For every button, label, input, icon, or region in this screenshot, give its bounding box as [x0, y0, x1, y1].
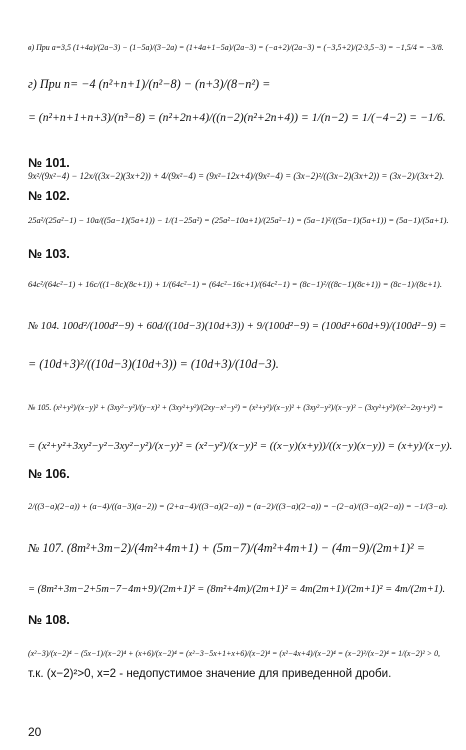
page-number: 20 — [28, 725, 42, 739]
solution-108-note: т.к. (x−2)²>0, x=2 - недопустимое значение для приведенной дроби. — [28, 667, 392, 680]
solution-g-line2: = (n²+n+1+n+3)/(n³−8) = (n²+2n+4)/((n−2)(n²+2n+4)) = 1/(n−2) = 1/(−4−2) = −1/6. — [28, 111, 446, 124]
solution-102: 25a²/(25a²−1) − 10a/((5a−1)(5a+1)) − 1/(1−25a²) = (25a²−10a+1)/(25a²−1) = (5a−1)²/((5a−1)(5a+1)) = (5a−1)/(5a+1). — [28, 215, 449, 225]
problem-106-heading: № 106. — [28, 467, 70, 481]
solution-101: 9x²/(9x²−4) − 12x/((3x−2)(3x+2)) + 4/(9x²−4) = (9x²−12x+4)/(9x²−4) = (3x−2)²/((3x−2)(3x+2)) = (3x−2)/(3x+2). — [28, 171, 445, 181]
solution-105-line2: = (x²+y²+3xy²−y²−3xy²−y²)/(x−y)² = (x²−y²)/(x−y)² = ((x−y)(x+y))/((x−y)(x−y)) = (x+y)/(x−y). — [28, 440, 453, 452]
solution-v: в) При a=3,5 (1+4a)/(2a−3) − (1−5a)/(3−2a) = (1+4a+1−5a)/(2a−3) = (−a+2)/(2a−3) = (−3,5+2)/(2·3,5−3) = −1,5/4 = −3/8. — [28, 43, 444, 52]
solution-107-line1: № 107. (8m²+3m−2)/(4m²+4m+1) + (5m−7)/(4m²+4m+1) − (4m−9)/(2m+1)² = — [28, 541, 425, 555]
problem-108-heading: № 108. — [28, 613, 70, 627]
problem-101-heading: № 101. — [28, 156, 70, 170]
solution-106: 2/((3−a)(2−a)) + (a−4)/((a−3)(a−2)) = (2+a−4)/((3−a)(2−a)) = (a−2)/((3−a)(2−a)) = −(2−a)/((3−a)(2−a)) = −1/(3−a). — [28, 501, 448, 511]
solution-108: (x²−3)/(x−2)⁴ − (5x−1)/(x−2)⁴ + (x+6)/(x−2)⁴ = (x²−3−5x+1+x+6)/(x−2)⁴ = (x²−4x+4)/(x−2)⁴ = (x−2)²/(x−2)⁴ = 1/(x−2)² > 0, — [28, 649, 441, 658]
solution-103: 64c²/(64c²−1) + 16c/((1−8c)(8c+1)) + 1/(64c²−1) = (64c²−16c+1)/(64c²−1) = (8c−1)²/((8c−1)(8c+1)) = (8c−1)/(8c+1). — [28, 279, 442, 289]
solution-104-line2: = (10d+3)²/((10d−3)(10d+3)) = (10d+3)/(10d−3). — [28, 357, 279, 371]
solutions-block — [28, 0, 452, 750]
solution-107-line2: = (8m²+3m−2+5m−7−4m+9)/(2m+1)² = (8m²+4m)/(2m+1)² = 4m(2m+1)/(2m+1)² = 4m/(2m+1). — [28, 584, 446, 595]
problem-102-heading: № 102. — [28, 189, 70, 203]
solution-104-line1: № 104. 100d²/(100d²−9) + 60d/((10d−3)(10d+3)) + 9/(100d²−9) = (100d²+60d+9)/(100d²−9) = — [28, 320, 447, 332]
solution-g-line1: г) При n= −4 (n²+n+1)/(n²−8) − (n+3)/(8−n²) = — [28, 77, 271, 91]
solution-105-line1: № 105. (x²+y²)/(x−y)² + (3xy²−y²)/(y−x)² + (3xy²+y²)/(2xy−x²−y²) = (x²+y²)/(x−y)² + (3xy²−y²)/(x−y)² − (3xy²+y²)/(x²−2xy+y²) = — [28, 403, 444, 412]
problem-103-heading: № 103. — [28, 247, 70, 261]
